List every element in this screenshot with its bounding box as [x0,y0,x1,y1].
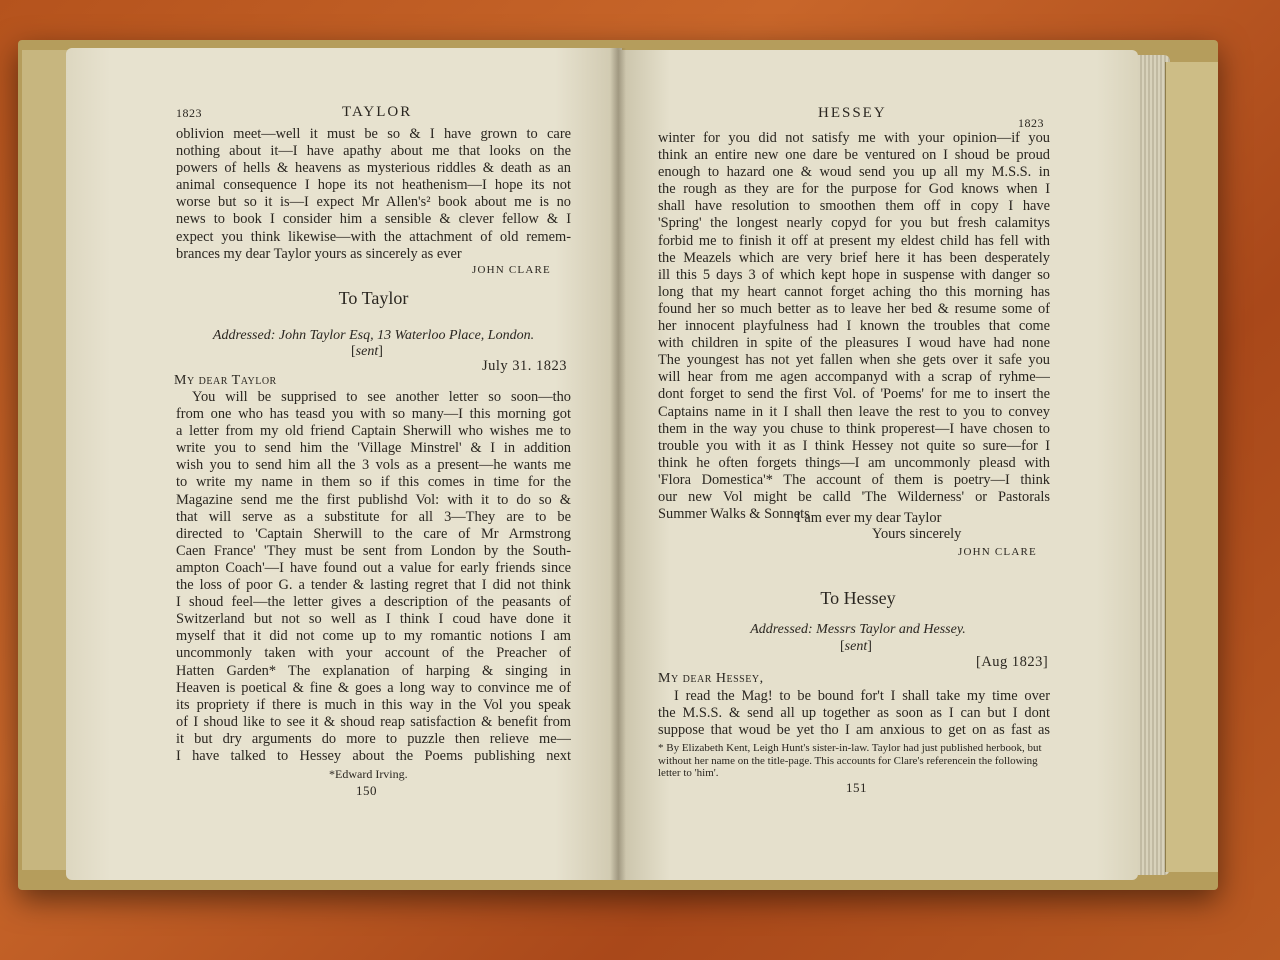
text-line: ampton Coach'—I have found out a value for early friends since [176,559,571,576]
book-gutter [610,48,626,880]
text-line: Summer Walks & Sonnets [658,506,810,523]
right-page [618,50,1138,880]
left-salutation: My dear Taylor [174,373,277,388]
text-line: nothing about it—I have apathy about me that looks on the [176,143,571,160]
text-line: trouble you with it as I think Hessey not quite so sure—for I [658,437,1050,454]
left-page-number: 150 [356,783,377,798]
text-line: our new Vol might be calld 'The Wilderness' or Pastorals [658,488,1050,505]
text-line: directed to 'Captain Sherwill to the care of Mr Armstrong [176,525,571,542]
left-letter-text [176,389,571,765]
text-line: shall have resolution to smoothen them off in copy I have [658,198,1050,215]
left-page-year: 1823 [176,106,202,120]
text-line: long that my heart cannot forget aching tho this morning has [658,283,1050,300]
text-line: the M.S.S. & send all up together as soon as I can but I dont [658,705,1050,722]
text-line: them in the way you chuse to think properest—I have chosen to [658,420,1050,437]
right-letter-title: To Hessey [820,588,896,608]
text-line: dont forget to send the first Vol. of 'Poems' for me to insert the [658,386,1050,403]
text-line: from one who has teasd you with so many—I this morning got [176,406,571,423]
text-line: the Meazels which are very brief here it has been desperately [658,249,1050,266]
left-date: July 31. 1823 [482,358,568,374]
text-line: 'Flora Domestica'* The account of them is poetry—I think [658,471,1050,488]
text-line: powers of hells & heavens as mysterious riddles & death as an [176,160,571,177]
text-line: brances my dear Taylor yours as sincerely as ever [176,245,462,262]
text-line: I read the Mag! to be bound for't I shall take my time over [674,688,1050,704]
text-line: Caen France' 'They must be sent from London by the South- [176,542,571,559]
left-sent-label: sent [355,344,379,359]
right-signature: JOHN CLARE [958,546,1037,558]
left-signature: JOHN CLARE [472,264,551,276]
footnote-line: * By Elizabeth Kent, Leigh Hunt's sister-in-law. Taylor had just published her [658,742,1000,754]
text-line: Heaven is poetical & fine & goes a long way to convince me of [176,679,571,696]
text-line: myself that it did not come up to my romantic notions I am [176,628,571,645]
text-line: The youngest has not yet fallen when she gets over it safe you [658,352,1050,369]
text-line: with children in spite of the pleasures I woud have had none [658,335,1050,352]
right-letter-text [658,688,1050,739]
right-page-year: 1823 [1018,116,1044,130]
text-line: Magazine send me the first publishd Vol: with it to do so & [176,491,571,508]
left-footnote: *Edward Irving. [329,767,408,781]
text-line: write you to send him the 'Village Minstrel' & I in addition [176,440,571,457]
text-line: worse but so it is—I expect Mr Allen's² book about me is no [176,194,571,211]
right-page-number: 151 [846,780,867,795]
text-line: think he often forgets things—I am uncommonly pleasd with [658,454,1050,471]
text-line: the rough as they are for the purpose for God knows when I [658,181,1050,198]
text-line: of I shoud like to see it & shoud reap satisfaction & benefit from [176,713,571,730]
text-line: 'Spring' the longest nearly copyd for you but fresh calamitys [658,215,1050,232]
right-sent-note: [sent] [840,639,872,654]
right-sent-label: sent [844,639,868,654]
footnote-line: in the following letter to 'him'. [658,754,1038,779]
text-line: suppose that woud be yet tho I am anxious to get on as fast as [658,722,1050,739]
text-line: her innocent playfulness had I known the troubles that come [658,318,1050,335]
right-addressed-line: Addressed: Messrs Taylor and Hessey. [750,622,966,637]
right-continuation-text [658,130,1050,523]
right-salutation: My dear Hessey, [658,671,764,686]
text-line: wish you to send him all the 3 vols as a present—he wants me [176,457,571,474]
right-closing-line-2: Yours sincerely [872,526,962,542]
left-sent-note: [sent] [351,344,383,359]
text-line: You will be supprised to see another letter so soon—tho [192,389,571,405]
text-line: Hatten Garden* The explanation of harping & singing in [176,662,571,679]
text-line: a letter from my old friend Captain Sherwill who wishes me to [176,423,571,440]
left-letter-title: To Taylor [338,288,409,308]
text-line: will hear from me agen accompanyd with a scrap of ryhme— [658,369,1050,386]
text-line: forbid me to finish it off at present my eldest child has fell with [658,232,1050,249]
text-line: the loss of poor G. a tender & lasting regret that I did not think [176,577,571,594]
left-page [66,48,622,880]
left-continuation-text [176,126,571,263]
text-line: news to book I consider him a sensible & clever fellow & I [176,211,571,228]
text-line: found her so much better as to leave her bed & resume some of [658,300,1050,317]
text-line: expect you think likewise—with the attachment of old remem- [176,228,571,245]
right-date: [Aug 1823] [976,654,1049,670]
text-line: winter for you did not satisfy me with your opinion—if you [658,130,1050,146]
text-line: I have talked to Hessey about the Poems publishing next [176,747,571,764]
text-line: Captains name in it I shall then leave the rest to you to convey [658,403,1050,420]
right-closing-line-1: I am ever my dear Taylor [796,510,942,526]
book-cover-right-edge [1165,62,1218,872]
text-line: ill this 5 days 3 of which kept hope in suspense with danger so [658,266,1050,283]
text-line: its propriety if there is much in this way in the Vol you speak [176,696,571,713]
left-addressed-line: Addressed: John Taylor Esq, 13 Waterloo Place, London. [212,328,535,343]
text-line: uncommonly taken with your account of the Preacher of [176,645,571,662]
text-line: that will serve as a substitute for all 3—They are to be [176,508,571,525]
left-running-title: TAYLOR [342,104,413,120]
text-line: I shoud feel—the letter gives a description of the peasants of [176,594,571,611]
text-line: enough to hazard one & woud send you up all my M.S.S. in [658,164,1050,181]
text-line: it but dry arguments do more to puzzle then relieve me— [176,730,571,747]
footnote-line: book, but without her name on the title-page. This accounts for Clare's reference [658,742,1042,767]
text-line: think an entire new one dare be ventured on I shoud be proud [658,147,1050,164]
text-line: oblivion meet—well it must be so & I have grown to care [176,126,571,142]
text-line: animal consequence I hope its not heathenism—I hope its not [176,177,571,194]
right-running-title: HESSEY [818,105,887,121]
text-line: Switzerland but not so well as I think I coud have done it [176,611,571,628]
text-line: to write my name in them so if this comes in time for the [176,474,571,491]
right-footnote [658,742,1050,780]
